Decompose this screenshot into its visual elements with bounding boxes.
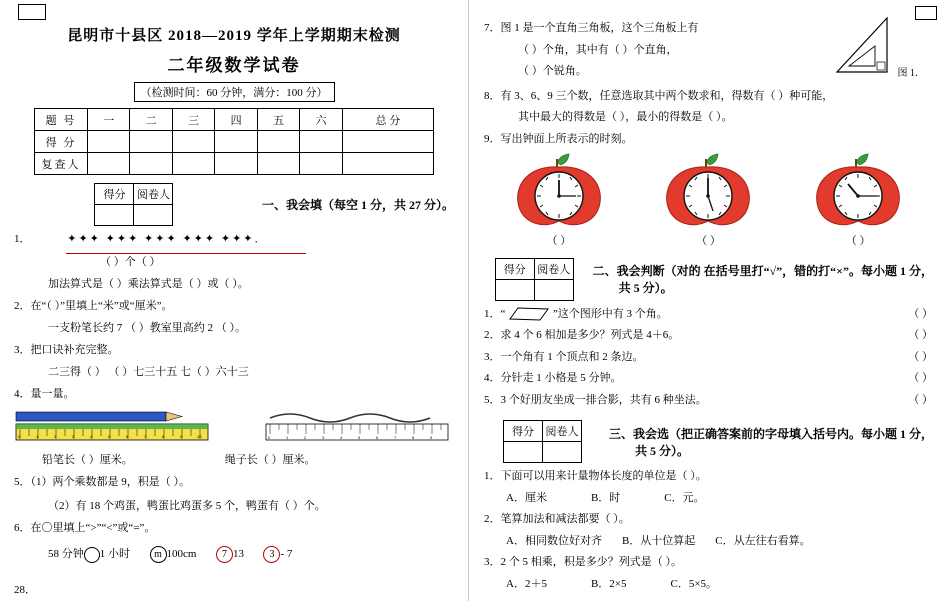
svg-text:9: 9 xyxy=(430,435,433,440)
svg-text:3: 3 xyxy=(72,434,75,439)
question-7-line2: （ ）个锐角。 xyxy=(518,65,587,77)
cell xyxy=(130,153,172,175)
score-box-1 xyxy=(94,183,173,226)
cell: 阅卷人 xyxy=(542,421,581,442)
judge-item-3-text xyxy=(484,349,644,366)
circle-3-icon: 3 xyxy=(263,546,280,563)
choice-item-1 xyxy=(484,468,933,506)
cell: 得 分 xyxy=(35,131,88,153)
q6-item-4: 13 xyxy=(232,548,244,561)
judge-item-4 xyxy=(484,370,933,387)
question-8-number: 8．有 3、6、9 三个数，任意选取其中两个数求和，得数有（ ）种可能， xyxy=(484,89,834,102)
svg-text:3: 3 xyxy=(322,435,325,440)
question-8-line1: 其中最大的得数是（ ），最小的得数是（ ）。 xyxy=(518,111,733,123)
cell: 五 xyxy=(257,109,299,131)
table-row xyxy=(503,421,581,442)
judge-item-3 xyxy=(484,349,933,366)
question-9-answer-1: （ ） xyxy=(546,235,572,247)
table-row xyxy=(35,153,434,175)
choice-item-2-options xyxy=(506,533,933,550)
section-1-title: 一、我会填（每空 1 分，共 27 分）。 xyxy=(261,198,454,212)
apple-clock-3-icon xyxy=(806,153,910,231)
svg-text:8: 8 xyxy=(162,434,165,439)
cell xyxy=(257,131,299,153)
svg-text:1: 1 xyxy=(36,434,39,439)
judge-item-1-body: ”这个图形中有 3 个角。 xyxy=(552,307,668,320)
judge-item-4-text xyxy=(484,370,622,387)
choice-3-option-b: B．2×5 xyxy=(590,577,627,590)
choice-list xyxy=(484,468,933,592)
svg-text:4: 4 xyxy=(340,435,343,440)
svg-text:9: 9 xyxy=(180,434,183,439)
exam-info xyxy=(14,82,454,102)
cell: 得分 xyxy=(95,184,134,205)
table-row xyxy=(503,442,581,463)
cell: 题 号 xyxy=(35,109,88,131)
quadrilateral-icon xyxy=(508,306,550,322)
question-9-answer-2: （ ） xyxy=(696,235,721,247)
judge-item-5-mark: （ ） xyxy=(908,393,933,406)
cell xyxy=(342,153,433,175)
choice-item-3-stem: 3．2 个 5 相乘，积是多少？列式是（ ）。 xyxy=(484,556,682,568)
judge-item-1-num: 1．“ xyxy=(484,307,506,320)
judge-item-5 xyxy=(484,392,933,409)
cell: 二 xyxy=(130,109,172,131)
cell xyxy=(342,131,433,153)
judge-item-4-mark: （ ） xyxy=(908,372,933,384)
question-4-answers xyxy=(42,452,454,469)
choice-2-option-a: A．相同数位好对齐 xyxy=(506,534,602,547)
cell: 阅卷人 xyxy=(534,258,573,279)
judge-list xyxy=(484,306,933,409)
svg-text:0: 0 xyxy=(268,435,271,440)
table-row xyxy=(495,258,573,279)
score-box-3 xyxy=(503,420,582,463)
judge-item-2-body: 求 4 个 6 相加是多少？列式是 4＋6。 xyxy=(500,329,680,341)
cell xyxy=(300,131,342,153)
q6-item-1: 58 分钟 xyxy=(48,548,84,561)
svg-text:7: 7 xyxy=(394,435,397,440)
circle-blank-icon xyxy=(84,547,100,563)
section-1-header xyxy=(14,183,454,226)
cell xyxy=(172,131,214,153)
cell xyxy=(542,442,581,463)
page-right xyxy=(470,0,947,601)
table-row xyxy=(35,109,434,131)
figure-1-label: 图 1． xyxy=(897,68,925,79)
clock-figures xyxy=(484,153,933,231)
question-7 xyxy=(484,20,933,80)
question-4-number: 4．量一量。 xyxy=(14,387,75,400)
judge-item-5-num: 5． xyxy=(484,393,501,406)
cell xyxy=(257,153,299,175)
section-2-title-line2: 共 5 分）。 xyxy=(618,281,673,295)
question-2 xyxy=(14,298,454,337)
pencil-ruler-svg xyxy=(14,408,214,450)
cell xyxy=(88,153,130,175)
right-triangle-svg xyxy=(829,14,907,78)
judge-item-4-num: 4． xyxy=(484,372,501,384)
q6-item-5: - 7 xyxy=(280,548,293,561)
svg-text:1: 1 xyxy=(286,435,289,440)
cell: 六 xyxy=(300,109,342,131)
question-3-number: 3．把口诀补充完整。 xyxy=(14,343,119,356)
cell xyxy=(503,442,542,463)
choice-2-option-b: B．从十位算起 xyxy=(621,534,696,547)
choice-item-3-options xyxy=(506,576,933,593)
score-box-2 xyxy=(495,258,574,301)
question-3 xyxy=(14,342,454,381)
judge-item-1-mark: （ ） xyxy=(908,307,933,320)
table-row xyxy=(95,184,173,205)
cell xyxy=(495,279,534,300)
question-9-answers xyxy=(484,233,933,250)
choice-2-option-c: C．从左往右看算。 xyxy=(715,534,811,547)
cell: 四 xyxy=(215,109,257,131)
page-number: 28． xyxy=(14,584,36,596)
question-1-dots: ✦✦✦ ✦✦✦ ✦✦✦ ✦✦✦ ✦✦✦． xyxy=(67,233,268,245)
cell: 得分 xyxy=(503,421,542,442)
question-3-line1: 二三得（ ） （ ）七三十五 七（ ）六十三 xyxy=(48,366,249,378)
score-summary-table xyxy=(34,108,434,175)
question-7-line1: （ ）个角，其中有（ ）个直角， xyxy=(518,43,678,56)
cell xyxy=(130,131,172,153)
cell xyxy=(88,131,130,153)
page-title: 昆明市十县区 2018—2019 学年上学期期末检测 xyxy=(67,28,401,44)
rope-ruler-svg xyxy=(264,408,454,450)
svg-text:5: 5 xyxy=(358,435,361,440)
svg-text:5: 5 xyxy=(108,434,111,439)
judge-item-2-num: 2． xyxy=(484,329,501,341)
cell xyxy=(95,205,134,226)
cell xyxy=(300,153,342,175)
judge-item-5-text xyxy=(484,392,707,409)
section-2-header xyxy=(484,258,933,301)
svg-text:6: 6 xyxy=(376,435,379,440)
judge-item-3-num: 3． xyxy=(484,350,501,363)
question-2-line1: 一支粉笔长约 7 （ ）教室里高约 2 （ ）。 xyxy=(48,322,246,334)
judge-item-2-text xyxy=(484,327,679,344)
choice-item-1-options xyxy=(506,490,933,507)
svg-text:2: 2 xyxy=(304,435,307,440)
choice-item-2-stem: 2．笔算加法和减法都要（ ）。 xyxy=(484,513,630,525)
question-9-answer-3: （ ） xyxy=(845,235,871,247)
question-1-number: 1． xyxy=(14,233,31,245)
question-1-line1: （ ）个（ ） xyxy=(100,255,161,268)
question-7-number: 7．图 1 是一个直角三角板，这个三角板上有 xyxy=(484,22,699,34)
table-row xyxy=(495,279,573,300)
table-row xyxy=(35,131,434,153)
svg-text:6: 6 xyxy=(126,434,129,439)
section-3-title: 三、我会选（把正确答案前的字母填入括号内。每小题 1 分， xyxy=(608,426,933,441)
cell xyxy=(215,153,257,175)
judge-item-2-mark: （ ） xyxy=(908,329,933,341)
circle-m-icon: m xyxy=(150,546,167,563)
question-1 xyxy=(14,231,454,293)
section-3-header xyxy=(484,420,933,463)
header-mark-right xyxy=(915,6,937,20)
rope-ruler-figure xyxy=(264,408,454,448)
question-5-line2: （2）有 18 个鸡蛋，鸭蛋比鸡蛋多 5 个，鸭蛋有（ ）个。 xyxy=(48,500,326,512)
section-3-title-line2: 共 5 分）。 xyxy=(634,443,689,458)
cell: 三 xyxy=(172,109,214,131)
svg-text:4: 4 xyxy=(90,434,93,439)
cell xyxy=(172,153,214,175)
choice-item-2 xyxy=(484,511,933,549)
choice-1-option-a: A．厘米 xyxy=(506,491,547,504)
question-6-number: 6．在〇里填上“>”“<”或“=”。 xyxy=(14,521,156,534)
question-9 xyxy=(484,131,933,250)
apple-clock-1-icon xyxy=(507,153,611,231)
question-1-line2: 加法算式是（ ）乘法算式是（ ）或（ ）。 xyxy=(48,278,249,290)
question-5-line1: 5．（1）两个乘数都是 9，积是（ ）。 xyxy=(14,475,190,488)
judge-item-1-text xyxy=(484,306,668,323)
page-subtitle: 二年级数学试卷 xyxy=(167,56,301,75)
question-6-row xyxy=(48,546,454,563)
question-4-line2: 绳子长（ ）厘米。 xyxy=(224,454,316,466)
cell xyxy=(134,205,173,226)
apple-clock-2-icon xyxy=(656,153,760,231)
ruler-figures xyxy=(14,408,454,448)
svg-text:2: 2 xyxy=(54,434,57,439)
circle-7-icon: 7 xyxy=(216,546,233,563)
question-8 xyxy=(484,88,933,126)
question-4 xyxy=(14,386,454,469)
pencil-ruler-figure xyxy=(14,408,214,448)
choice-3-option-a: A．2＋5 xyxy=(506,577,547,590)
svg-text:0: 0 xyxy=(18,434,21,439)
choice-item-1-stem: 1．下面可以用来计量物体长度的单位是（ ）。 xyxy=(484,470,707,482)
choice-1-option-c: C．元。 xyxy=(664,491,705,504)
page-left xyxy=(0,0,469,601)
choice-1-option-b: B．时 xyxy=(590,491,621,504)
cell: 一 xyxy=(88,109,130,131)
judge-item-2 xyxy=(484,327,933,344)
table-row xyxy=(95,205,173,226)
question-2-number: 2．在“（ ）”里填上“米”或“厘米”。 xyxy=(14,299,173,312)
cell: 阅卷人 xyxy=(134,184,173,205)
section-2-title: 二、我会判断（对的 在括号里打“√”，错的打“×”。每小题 1 分， xyxy=(592,264,933,278)
cell: 得分 xyxy=(495,258,534,279)
cell xyxy=(215,131,257,153)
q6-item-2: 1 小时 xyxy=(99,548,130,561)
choice-3-option-c: C．5×5。 xyxy=(670,577,718,590)
svg-text:8: 8 xyxy=(412,435,415,440)
judge-item-5-body: 3 个好朋友坐成一排合影，共有 6 种坐法。 xyxy=(500,393,707,406)
q6-item-3: 100cm xyxy=(166,548,197,561)
header-mark xyxy=(18,4,46,20)
svg-text:10: 10 xyxy=(197,434,202,439)
judge-item-1 xyxy=(484,306,933,323)
judge-item-4-body: 分针走 1 小格是 5 分钟。 xyxy=(500,372,622,384)
choice-item-3 xyxy=(484,554,933,592)
question-6 xyxy=(14,520,454,564)
judge-item-3-body: 一个角有 1 个顶点和 2 条边。 xyxy=(500,350,644,363)
question-4-line1: 铅笔长（ ）厘米。 xyxy=(42,454,133,466)
question-9-number: 9．写出钟面上所表示的时刻。 xyxy=(484,132,633,145)
svg-text:7: 7 xyxy=(144,434,147,439)
cell: 复查人 xyxy=(35,153,88,175)
triangle-figure xyxy=(829,14,907,84)
cell xyxy=(534,279,573,300)
judge-item-3-mark: （ ） xyxy=(908,350,933,363)
cell: 总 分 xyxy=(342,109,433,131)
exam-info-text: （检测时间：60 分钟，满分：100 分） xyxy=(134,82,335,102)
question-5 xyxy=(14,474,454,515)
